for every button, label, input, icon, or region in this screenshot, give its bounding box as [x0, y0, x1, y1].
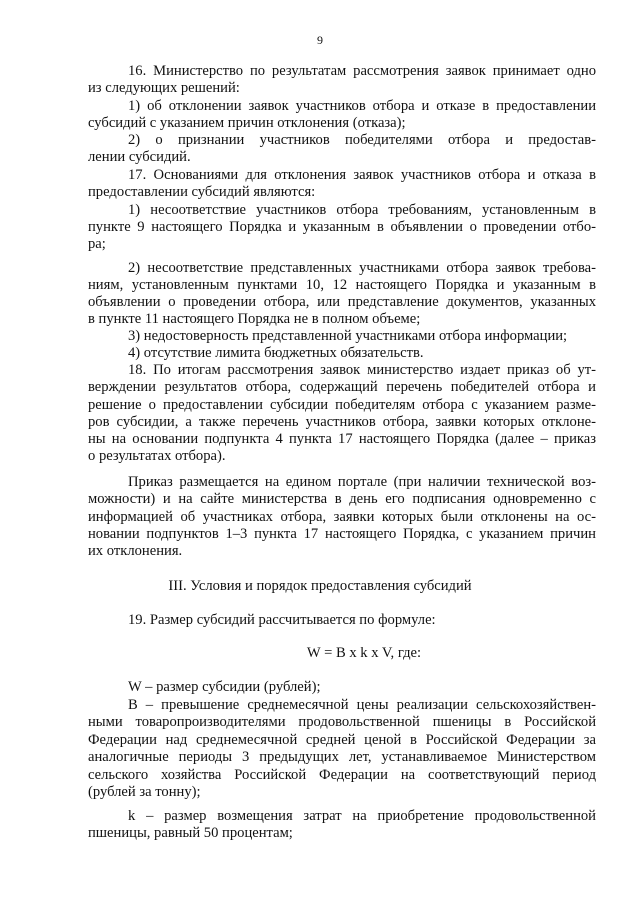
paragraph-line: 2) о признании участников победителями отбора и предостав- [128, 132, 596, 148]
paragraph-line: верждении результатов отбора, содержащий перечень победителей отбора и [88, 379, 596, 395]
paragraph-line: лении субсидий. [88, 149, 191, 165]
paragraph-line: B – превышение среднемесячной цены реализации сельскохозяйствен- [128, 697, 596, 713]
paragraph-line: пункте 9 настоящего Порядка и указанным в объявлении о проведении отбо- [88, 219, 596, 235]
paragraph-line: 16. Министерство по результатам рассмотрения заявок принимает одно [128, 63, 596, 79]
paragraph-line: ров субсидии, а также перечень участников отбора, заявки которых отклоне- [88, 414, 596, 430]
paragraph-line: 19. Размер субсидий рассчитывается по формуле: [128, 612, 436, 628]
paragraph-line: решение о предоставлении субсидии победителям отбора с указанием разме- [88, 397, 596, 413]
paragraph-line: 17. Основаниями для отклонения заявок участников отбора и отказа в [128, 167, 596, 183]
paragraph-line: (рублей за тонну); [88, 784, 201, 800]
paragraph-line: Приказ размещается на едином портале (при наличии технической воз- [128, 474, 596, 490]
page-number: 9 [317, 33, 323, 47]
paragraph-line: можности) и на сайте министерства в день его подписания одновременно с [88, 491, 596, 507]
paragraph-line: из следующих решений: [88, 80, 240, 96]
paragraph-line: 1) несоответствие участников отбора требованиям, установленным в [128, 202, 596, 218]
paragraph-line: ны на основании подпункта 4 пункта 17 настоящего Порядка (далее – приказ [88, 431, 596, 447]
paragraph-line: сельского хозяйства Российской Федерации на соответствующий период [88, 767, 596, 783]
paragraph-line: 1) об отклонении заявок участников отбора и отказе в предоставлении [128, 98, 596, 114]
section-heading: III. Условия и порядок предоставления субсидий [168, 578, 472, 594]
paragraph-line: предоставлении субсидий являются: [88, 184, 316, 200]
paragraph-line: их отклонения. [88, 543, 183, 559]
paragraph-line: k – размер возмещения затрат на приобретение продовольственной [128, 808, 596, 824]
paragraph-line: ными товаропроизводителями продовольственной пшеницы в Российской [88, 714, 596, 730]
paragraph-line: 3) недостоверность представленной участниками отбора информации; [128, 328, 568, 344]
paragraph-line: аналогичные периоды 3 предыдущих лет, устанавливаемое Министерством [88, 749, 596, 765]
paragraph-line: 18. По итогам рассмотрения заявок министерство издает приказ об ут- [128, 362, 596, 378]
paragraph-line: субсидий с указанием причин отклонения (отказа); [88, 115, 406, 131]
paragraph-line: Федерации над среднемесячной средней ценой в Российской Федерации за [88, 732, 596, 748]
formula: W = B x k x V, где: [306, 645, 422, 661]
paragraph-line: 2) несоответствие представленных участниками отбора заявок требова- [128, 260, 596, 276]
paragraph-line: объявлении о проведении отбора, или представление документов, указанных [88, 294, 596, 310]
paragraph-line: ниям, установленным пунктами 10, 12 настоящего Порядка и указанным в [88, 277, 596, 293]
paragraph-line: в пункте 11 настоящего Порядка не в полном объеме; [88, 311, 421, 327]
paragraph-line: 4) отсутствие лимита бюджетных обязательств. [128, 345, 424, 361]
paragraph-line: новании подпунктов 1–3 пункта 17 настоящего Порядка, с указанием причин [88, 526, 596, 542]
paragraph-line: пшеницы, равный 50 процентам; [88, 825, 293, 841]
paragraph-line: информацией об участниках отбора, заявки которых были отклонены на ос- [88, 509, 596, 525]
paragraph-line: о результатах отбора). [88, 448, 226, 464]
paragraph-line: W – размер субсидии (рублей); [128, 679, 321, 695]
paragraph-line: ра; [88, 236, 106, 252]
